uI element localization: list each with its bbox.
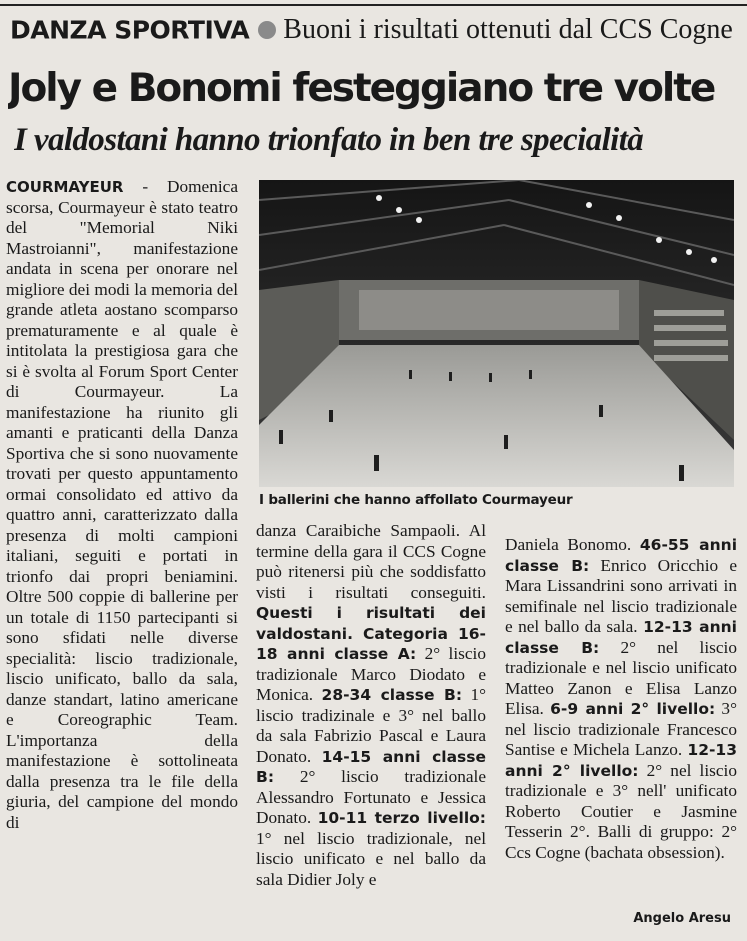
subheadline: I valdostani hanno trionfato in ben tre specialità <box>14 122 644 158</box>
result-text: 2° nel liscio tradizionale e nel liscio unificato Matteo Zanon e Elisa Lanzo Elisa. <box>505 637 737 718</box>
photo-caption: I ballerini che hanno affollato Courmayeur <box>259 492 573 508</box>
category-label: 12-13 anni 2° livello: <box>505 741 737 780</box>
result-text: 2° nel liscio tradizionale e 3° nell' unificato Roberto Coutier e Jasmine Tesserin 2°. Balli di gruppo: 2° Ccs Cogne (bachata obsession). <box>505 760 737 862</box>
category-label: 12-13 anni classe B: <box>505 618 737 657</box>
result-text: 2° liscio tradizionale Alessandro Fortunato e Jessica Donato. <box>256 767 486 827</box>
category-label: 46-55 anni classe B: <box>505 536 737 575</box>
article-paragraph: - Domenica scorsa, Courmayeur è stato teatro del "Memorial Niki Mastroianni", manifestazione andata in scena per onorare nel migliore dei modi la memoria del grande atleta aostano scomparso prematuramente e al quale è intitolata la prestigiosa gara che si è svolta al Forum Sport Center di Courmayeur. La manifestazione ha riunito gli amanti e praticanti della Danza Sportiva che si sono nuovamente trovati per questo appuntamento ormai consolidato ed attivo da quattro anni, caratterizzato dalla presenza di molti campioni italiani, seguiti e portati in trionfo dai propri beniamini. Oltre 500 coppie di ballerine per un totale di 1150 partecipanti si sono sfidati nelle diverse specialità: liscio tradizionale, liscio unificato, ballo da sala, danze standart, latino americane e Coreographic Team. L'importanza della manifestazione è sottolineata dalla presenza tra le file della giuria, del campione del mondo di <box>6 177 238 832</box>
dateline: COURMAYEUR <box>6 178 124 196</box>
result-text: 1° nel liscio tradizionale, nel liscio unificato e nel ballo da sala Didier Joly e <box>256 828 486 889</box>
result-text: 3° nel liscio tradizionale Francesco Santise e Michela Lanzo. <box>505 699 737 759</box>
article-column-3 <box>505 535 737 911</box>
result-text: Enrico Oricchio e Mara Lissandrini sono arrivati in semifinale nel liscio tradizionale e nel ballo da sala. <box>505 555 737 636</box>
kicker <box>10 14 740 50</box>
arena-photo-image <box>259 180 734 487</box>
section-tag: DANZA SPORTIVA <box>10 15 250 45</box>
author-byline: Angelo Aresu <box>633 911 731 926</box>
category-label: 10-11 terzo livello: <box>317 809 486 827</box>
result-text: Daniela Bonomo. <box>505 535 640 554</box>
category-label: 28-34 classe B: <box>321 686 463 704</box>
results-heading: Questi i risultati dei valdostani. Categoria 16-18 anni classe A: <box>256 604 486 663</box>
category-label: 14-15 anni classe B: <box>256 747 486 786</box>
arena-photo <box>259 180 734 487</box>
result-text: 2° liscio tradizionale Marco Diodato e Monica. <box>256 644 486 704</box>
result-text: 1° liscio tradizinale e 3° nel ballo da sala Fabrizio Pascal e Laura Donato. <box>256 685 486 766</box>
kicker-text: Buoni i risultati ottenuti dal CCS Cogne <box>283 14 733 45</box>
article-column-2 <box>256 521 486 929</box>
top-rule <box>0 4 747 6</box>
headline: Joly e Bonomi festeggiano tre volte <box>8 66 715 111</box>
bullet-icon <box>258 21 276 39</box>
column-2-text: danza Caraibiche Sampaoli. Al termine della gara il CCS Cogne può ritenersi più che soddisfatto visti i risultati conseguiti. <box>256 521 486 602</box>
article-column-1 <box>6 177 238 929</box>
category-label: 6-9 anni 2° livello: <box>550 700 716 718</box>
